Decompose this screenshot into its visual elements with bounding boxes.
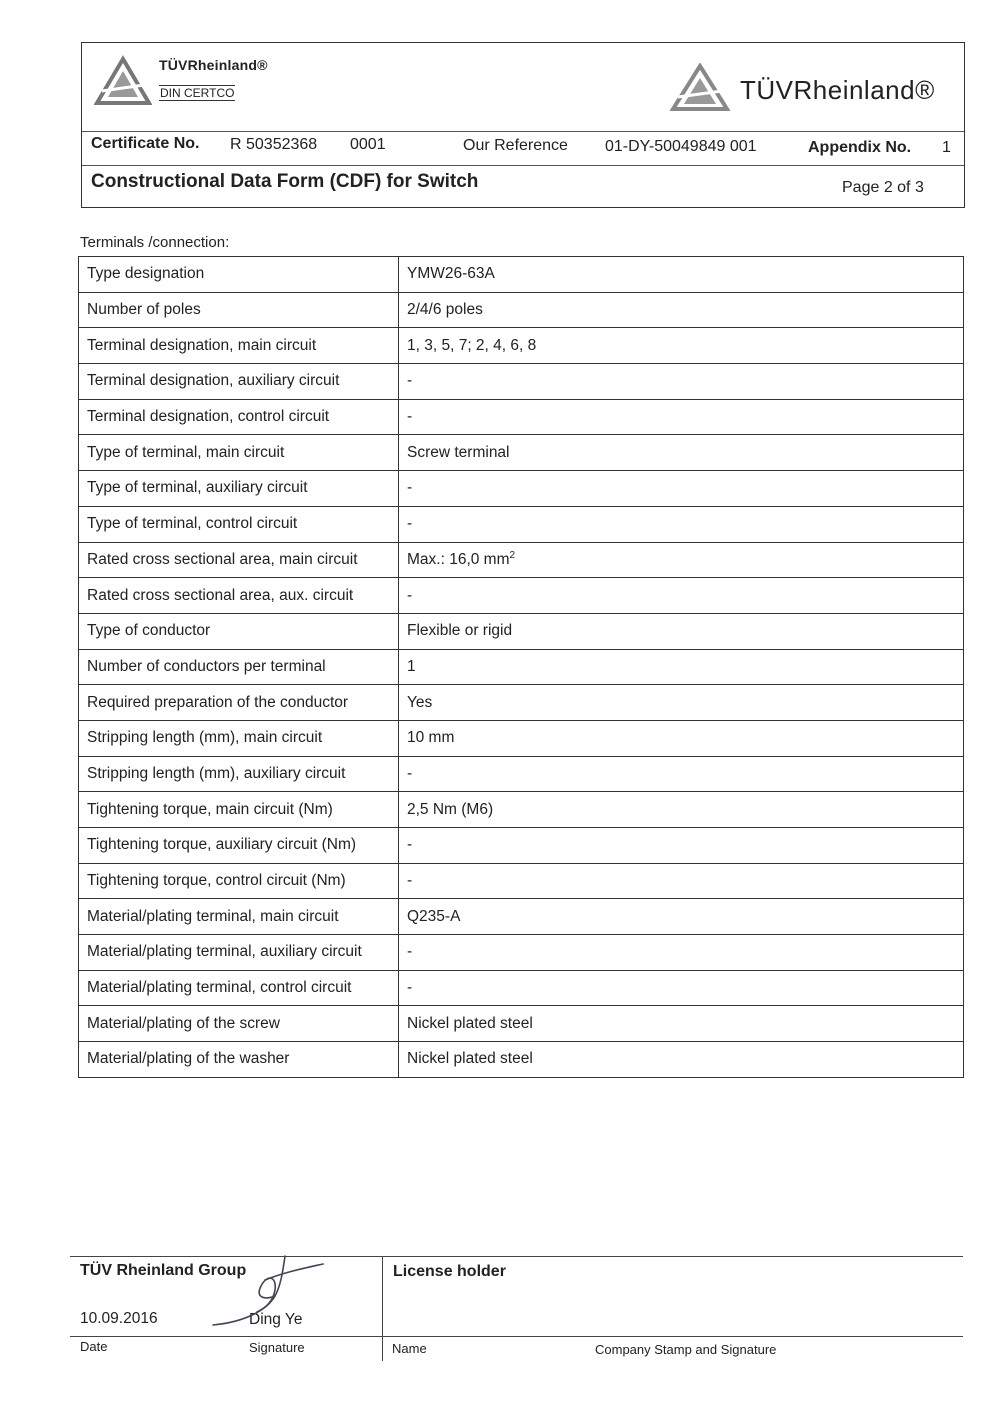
row-value <box>399 720 964 756</box>
row-value-superscript: 2 <box>509 550 516 562</box>
table-row <box>79 649 964 685</box>
constructional-data-table <box>78 256 964 1078</box>
table-row <box>79 613 964 649</box>
row-value-text: Max.: 16,0 mm <box>407 551 510 569</box>
row-label: Stripping length (mm), main circuit <box>79 720 399 756</box>
table-row <box>79 471 964 507</box>
row-value-text: - <box>407 372 413 390</box>
row-label: Material/plating of the washer <box>79 1042 399 1078</box>
row-value <box>399 399 964 435</box>
row-value <box>399 613 964 649</box>
reference-value: 01-DY-50049849 001 <box>605 138 757 155</box>
table-row <box>79 257 964 293</box>
row-value <box>399 863 964 899</box>
row-value <box>399 685 964 721</box>
tuv-rheinland-logo <box>670 63 950 113</box>
logo-big-brand: TÜVRheinland® <box>740 75 935 105</box>
row-label: Type of terminal, control circuit <box>79 506 399 542</box>
row-label: Type of conductor <box>79 613 399 649</box>
handwritten-signature <box>205 1250 330 1330</box>
row-value <box>399 792 964 828</box>
table-row <box>79 970 964 1006</box>
row-value-text: 10 mm <box>407 729 455 747</box>
row-value <box>399 542 964 578</box>
table-row <box>79 685 964 721</box>
row-label: Material/plating of the screw <box>79 1006 399 1042</box>
row-value-text: - <box>407 479 413 497</box>
row-value <box>399 649 964 685</box>
row-value <box>399 970 964 1006</box>
row-value-text: - <box>407 979 413 997</box>
row-value <box>399 364 964 400</box>
row-value-text: 2/4/6 poles <box>407 301 483 319</box>
logo-small-sub: DIN CERTCO <box>160 86 235 100</box>
table-row <box>79 863 964 899</box>
footer-date: 10.09.2016 <box>80 1310 158 1327</box>
table-row <box>79 756 964 792</box>
page-title: Constructional Data Form (CDF) for Switch <box>91 171 479 192</box>
name-label: Name <box>392 1341 427 1356</box>
row-value <box>399 828 964 864</box>
row-label: Terminal designation, main circuit <box>79 328 399 364</box>
row-label: Number of poles <box>79 292 399 328</box>
table-row <box>79 292 964 328</box>
header-divider <box>82 165 964 166</box>
stamp-label: Company Stamp and Signature <box>595 1342 777 1357</box>
table-row <box>79 899 964 935</box>
footer-mid-rule <box>70 1336 963 1337</box>
table-row <box>79 1042 964 1078</box>
tuv-dincertco-logo <box>94 55 284 111</box>
section-label: Terminals /connection: <box>80 234 230 251</box>
appendix-label: Appendix No. <box>808 139 912 156</box>
row-value-text: - <box>407 836 413 854</box>
table-row <box>79 935 964 971</box>
row-value-text: - <box>407 872 413 890</box>
row-label: Stripping length (mm), auxiliary circuit <box>79 756 399 792</box>
table-row <box>79 328 964 364</box>
certificate-header <box>81 42 965 208</box>
row-label: Tightening torque, main circuit (Nm) <box>79 792 399 828</box>
row-value <box>399 292 964 328</box>
row-value <box>399 578 964 614</box>
row-label: Type of terminal, main circuit <box>79 435 399 471</box>
row-value <box>399 1042 964 1078</box>
row-value-text: Q235-A <box>407 907 461 925</box>
table-row <box>79 1006 964 1042</box>
row-value-text: - <box>407 764 413 782</box>
row-value-text: 2,5 Nm (M6) <box>407 800 494 818</box>
table-row <box>79 364 964 400</box>
row-label: Number of conductors per terminal <box>79 649 399 685</box>
row-value-text: - <box>407 586 413 604</box>
table-row <box>79 578 964 614</box>
footer-group: TÜV Rheinland Group <box>80 1262 247 1279</box>
row-label: Tightening torque, control circuit (Nm) <box>79 863 399 899</box>
row-label: Type of terminal, auxiliary circuit <box>79 471 399 507</box>
row-label: Terminal designation, control circuit <box>79 399 399 435</box>
header-divider <box>82 131 964 132</box>
signature-label: Signature <box>249 1340 305 1355</box>
row-label: Rated cross sectional area, main circuit <box>79 542 399 578</box>
row-label: Terminal designation, auxiliary circuit <box>79 364 399 400</box>
table-row <box>79 542 964 578</box>
appendix-value: 1 <box>942 139 951 156</box>
row-value <box>399 935 964 971</box>
row-label: Material/plating terminal, control circuit <box>79 970 399 1006</box>
row-label: Rated cross sectional area, aux. circuit <box>79 578 399 614</box>
table-row <box>79 720 964 756</box>
reference-label: Our Reference <box>463 137 568 154</box>
footer-divider <box>382 1256 383 1361</box>
row-value-text: Nickel plated steel <box>407 1014 533 1032</box>
row-value <box>399 506 964 542</box>
table-row <box>79 828 964 864</box>
row-value-text: Nickel plated steel <box>407 1050 533 1068</box>
row-value <box>399 435 964 471</box>
row-value <box>399 471 964 507</box>
row-value-text: Yes <box>407 693 433 711</box>
row-label: Material/plating terminal, auxiliary circuit <box>79 935 399 971</box>
row-value <box>399 1006 964 1042</box>
certificate-label: Certificate No. <box>91 135 200 152</box>
row-label: Required preparation of the conductor <box>79 685 399 721</box>
page-number: Page 2 of 3 <box>842 179 924 196</box>
certificate-number: R 50352368 <box>230 136 318 153</box>
row-label: Type designation <box>79 257 399 293</box>
tuv-triangle-icon <box>94 55 152 107</box>
row-value-text: Screw terminal <box>407 443 510 461</box>
row-label: Tightening torque, auxiliary circuit (Nm) <box>79 828 399 864</box>
table-row <box>79 399 964 435</box>
license-holder-label: License holder <box>393 1263 506 1280</box>
row-value <box>399 257 964 293</box>
row-value-text: 1, 3, 5, 7; 2, 4, 6, 8 <box>407 336 537 354</box>
date-label: Date <box>80 1339 108 1354</box>
certificate-suffix: 0001 <box>350 136 386 153</box>
row-value-text: Flexible or rigid <box>407 622 513 640</box>
row-value-text: YMW26-63A <box>407 265 495 283</box>
row-value-text: - <box>407 943 413 961</box>
tuv-triangle-icon-large <box>670 63 730 113</box>
row-value-text: - <box>407 515 413 533</box>
row-label: Material/plating terminal, main circuit <box>79 899 399 935</box>
row-value <box>399 899 964 935</box>
row-value-text: 1 <box>407 657 416 675</box>
table-row <box>79 506 964 542</box>
table-row <box>79 435 964 471</box>
row-value <box>399 328 964 364</box>
footer-top-rule <box>70 1256 963 1257</box>
row-value-text: - <box>407 408 413 426</box>
footer-signer: Ding Ye <box>249 1311 303 1328</box>
table-row <box>79 792 964 828</box>
logo-small-brand: TÜVRheinland® <box>159 57 268 73</box>
row-value <box>399 756 964 792</box>
